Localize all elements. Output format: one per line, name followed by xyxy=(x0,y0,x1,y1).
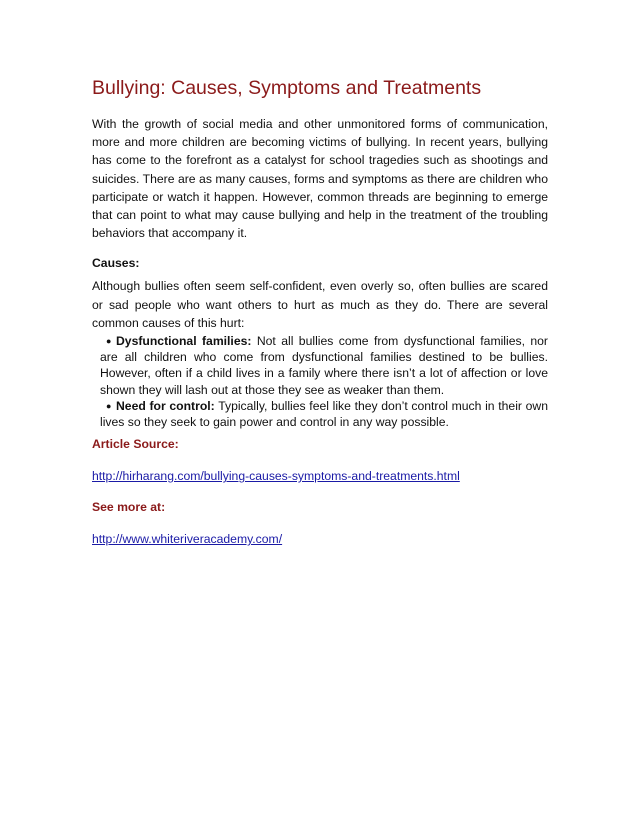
causes-paragraph: Although bullies often seem self-confident, even overly so, often bullies are scared or sad people who want others to hurt as much as they do. There are several common causes of this hurt: xyxy=(92,279,548,330)
bullet-icon: ● xyxy=(106,336,112,347)
document-page xyxy=(92,76,548,561)
bullet-term: Dysfunctional families: xyxy=(116,334,252,349)
bullet-term: Need for control: xyxy=(116,398,215,413)
list-item xyxy=(100,398,548,430)
article-source-link[interactable]: http://hirharang.com/bullying-causes-symptoms-and-treatments.html xyxy=(92,469,460,484)
see-more-heading: See more at: xyxy=(92,500,166,515)
page-title: Bullying: Causes, Symptoms and Treatments xyxy=(92,77,482,99)
article-source-heading: Article Source: xyxy=(92,437,179,452)
causes-list xyxy=(92,333,548,430)
bullet-icon: ● xyxy=(106,400,112,411)
see-more-link[interactable]: http://www.whiteriveracademy.com/ xyxy=(92,532,283,547)
bullet-text: Not all bullies come from dysfunctional families, nor are all children who come from dysfunctional families destined to be bullies. However, often if a child lives in a family where there isn’t a lot of affection or love shown they will lash out at those they see as weaker than them. xyxy=(100,334,548,397)
list-item xyxy=(100,333,548,398)
bullet-text: Typically, bullies feel like they don’t control much in their own lives so they seek to gain power and control in any way possible. xyxy=(100,398,548,430)
intro-paragraph: With the growth of social media and other unmonitored forms of communication, more and more children are becoming victims of bullying. In recent years, bullying has come to the forefront as a catalyst for school tragedies such as shootings and suicides. There are as many causes, forms and symptoms as there are children who participate or watch it happen. However, common threads are beginning to emerge that can point to what may cause bullying and help in the treatment of the troubling behaviors that accompany it. xyxy=(92,117,548,241)
causes-heading: Causes: xyxy=(92,256,140,271)
